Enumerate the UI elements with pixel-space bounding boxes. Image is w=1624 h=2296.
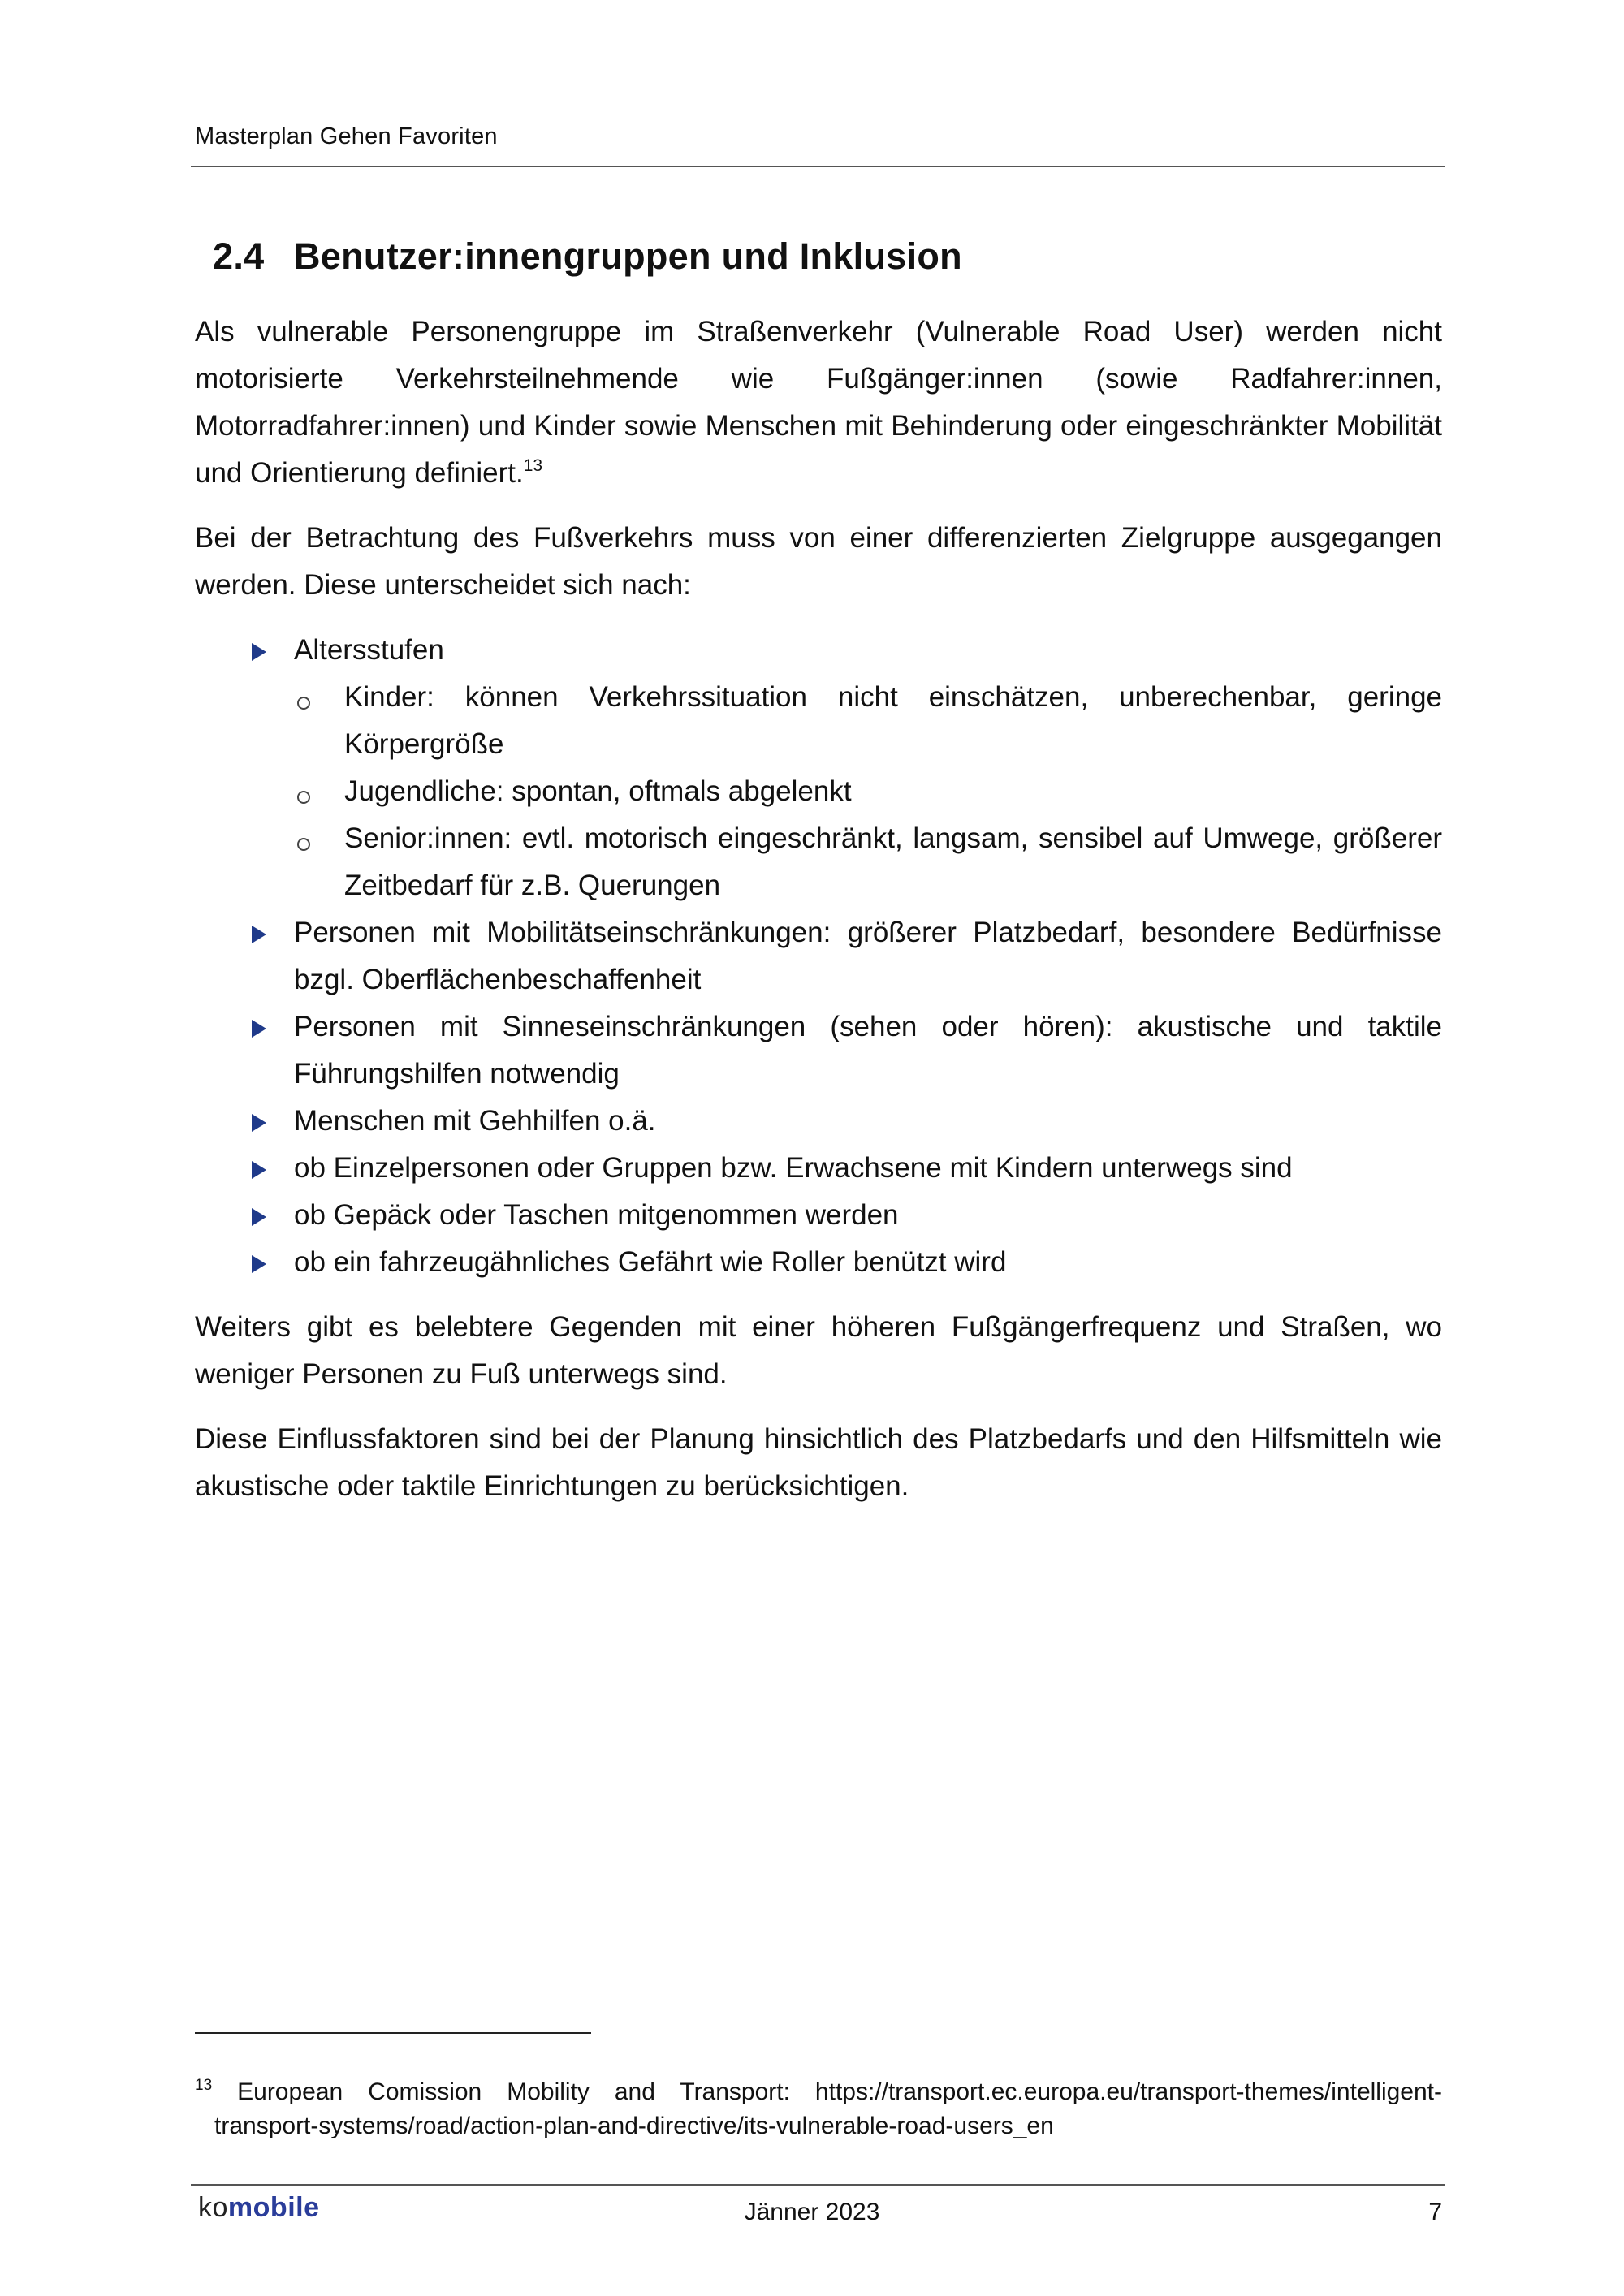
circle-bullet-icon (297, 697, 310, 710)
sub-list-item-text: Jugendliche: spontan, oftmals abgelenkt (344, 775, 852, 807)
page-number: 7 (1428, 2199, 1442, 2225)
footnote (195, 2075, 1442, 2143)
logo-mobile: mobile (227, 2192, 320, 2223)
triangle-bullet-icon (252, 643, 266, 661)
triangle-bullet-icon (252, 926, 266, 943)
footer-date: Jänner 2023 (744, 2199, 880, 2225)
triangle-bullet-icon (252, 1020, 266, 1038)
triangle-bullet-icon (252, 1255, 266, 1273)
running-header: Masterplan Gehen Favoriten (195, 123, 498, 149)
triangle-bullet-icon (252, 1208, 266, 1226)
body-text (195, 309, 1442, 1528)
paragraph-3: Weiters gibt es belebtere Gegenden mit einer höheren Fußgängerfrequenz und Straßen, wo weniger Personen zu Fuß unterwegs sind. (195, 1311, 1442, 1390)
sub-list-item-text: Senior:innen: evtl. motorisch eingeschränkt, langsam, sensibel auf Umwege, größerer Zeitbedarf für z.B. Querungen (344, 822, 1442, 901)
footnote-line-1 (195, 2075, 1442, 2109)
paragraph-1-text: Als vulnerable Personengruppe im Straßenverkehr (Vulnerable Road User) werden nicht motorisierte Verkehrsteilnehmende wie Fußgänger:innen (sowie Radfahrer:innen, Motorradfahrer:innen) und Kinder sowie Menschen mit Behinderung oder eingeschränkter Mobilität und Orientierung definiert. (195, 316, 1442, 489)
list-item-text: ob ein fahrzeugähnliches Gefährt wie Roller benützt wird (294, 1246, 1007, 1278)
circle-bullet-icon (297, 838, 310, 851)
paragraph-1 (195, 309, 1442, 497)
sub-list (294, 674, 1442, 909)
list-item-text: Menschen mit Gehhilfen o.ä. (294, 1105, 656, 1137)
list-item-text: Personen mit Mobilitätseinschränkungen: größerer Platzbedarf, besondere Bedürfnisse bzgl. Oberflächenbeschaffenheit (294, 917, 1442, 995)
list-item (195, 1003, 1442, 1098)
bullet-list (195, 627, 1442, 1286)
triangle-bullet-icon (252, 1114, 266, 1132)
section-number: 2.4 (213, 235, 265, 277)
list-item (195, 909, 1442, 1003)
paragraph-2: Bei der Betrachtung des Fußverkehrs muss von einer differenzierten Zielgruppe ausgegangen werden. Diese unterscheidet sich nach: (195, 522, 1442, 601)
list-item-text: Personen mit Sinneseinschränkungen (sehen oder hören): akustische und taktile Führungshilfen notwendig (294, 1011, 1442, 1090)
section-title: Benutzer:innengruppen und Inklusion (294, 235, 962, 277)
list-item (195, 1098, 1442, 1145)
footnote-ref[interactable]: 13 (523, 456, 543, 475)
list-item (195, 1239, 1442, 1286)
sub-list-item (294, 768, 1442, 815)
footnote-text-1[interactable]: European Comission Mobility and Transport: https://transport.ec.europa.eu/transport-themes/intelligent- (237, 2078, 1443, 2105)
logo-ko: ko (198, 2192, 228, 2223)
list-item-text: Altersstufen (294, 634, 444, 666)
circle-bullet-icon (297, 791, 310, 804)
list-item (195, 1192, 1442, 1239)
sub-list-item (294, 815, 1442, 909)
footer-divider (191, 2184, 1445, 2186)
list-item (195, 627, 1442, 909)
list-item (195, 1145, 1442, 1192)
footnote-line-2[interactable]: transport-systems/road/action-plan-and-directive/its-vulnerable-road-users_en (214, 2113, 1054, 2139)
list-item-text: ob Einzelpersonen oder Gruppen bzw. Erwachsene mit Kindern unterwegs sind (294, 1152, 1293, 1184)
footnote-number: 13 (195, 2077, 213, 2094)
footnote-divider (195, 2032, 591, 2034)
section-heading (213, 235, 962, 278)
paragraph-4: Diese Einflussfaktoren sind bei der Planung hinsichtlich des Platzbedarfs und den Hilfsmitteln wie akustische oder taktile Einrichtungen zu berücksichtigen. (195, 1423, 1442, 1502)
sub-list-item (294, 674, 1442, 768)
list-item-text: ob Gepäck oder Taschen mitgenommen werden (294, 1199, 899, 1231)
header-divider (191, 166, 1445, 167)
sub-list-item-text: Kinder: können Verkehrssituation nicht einschätzen, unberechenbar, geringe Körpergröße (344, 681, 1442, 760)
triangle-bullet-icon (252, 1161, 266, 1179)
